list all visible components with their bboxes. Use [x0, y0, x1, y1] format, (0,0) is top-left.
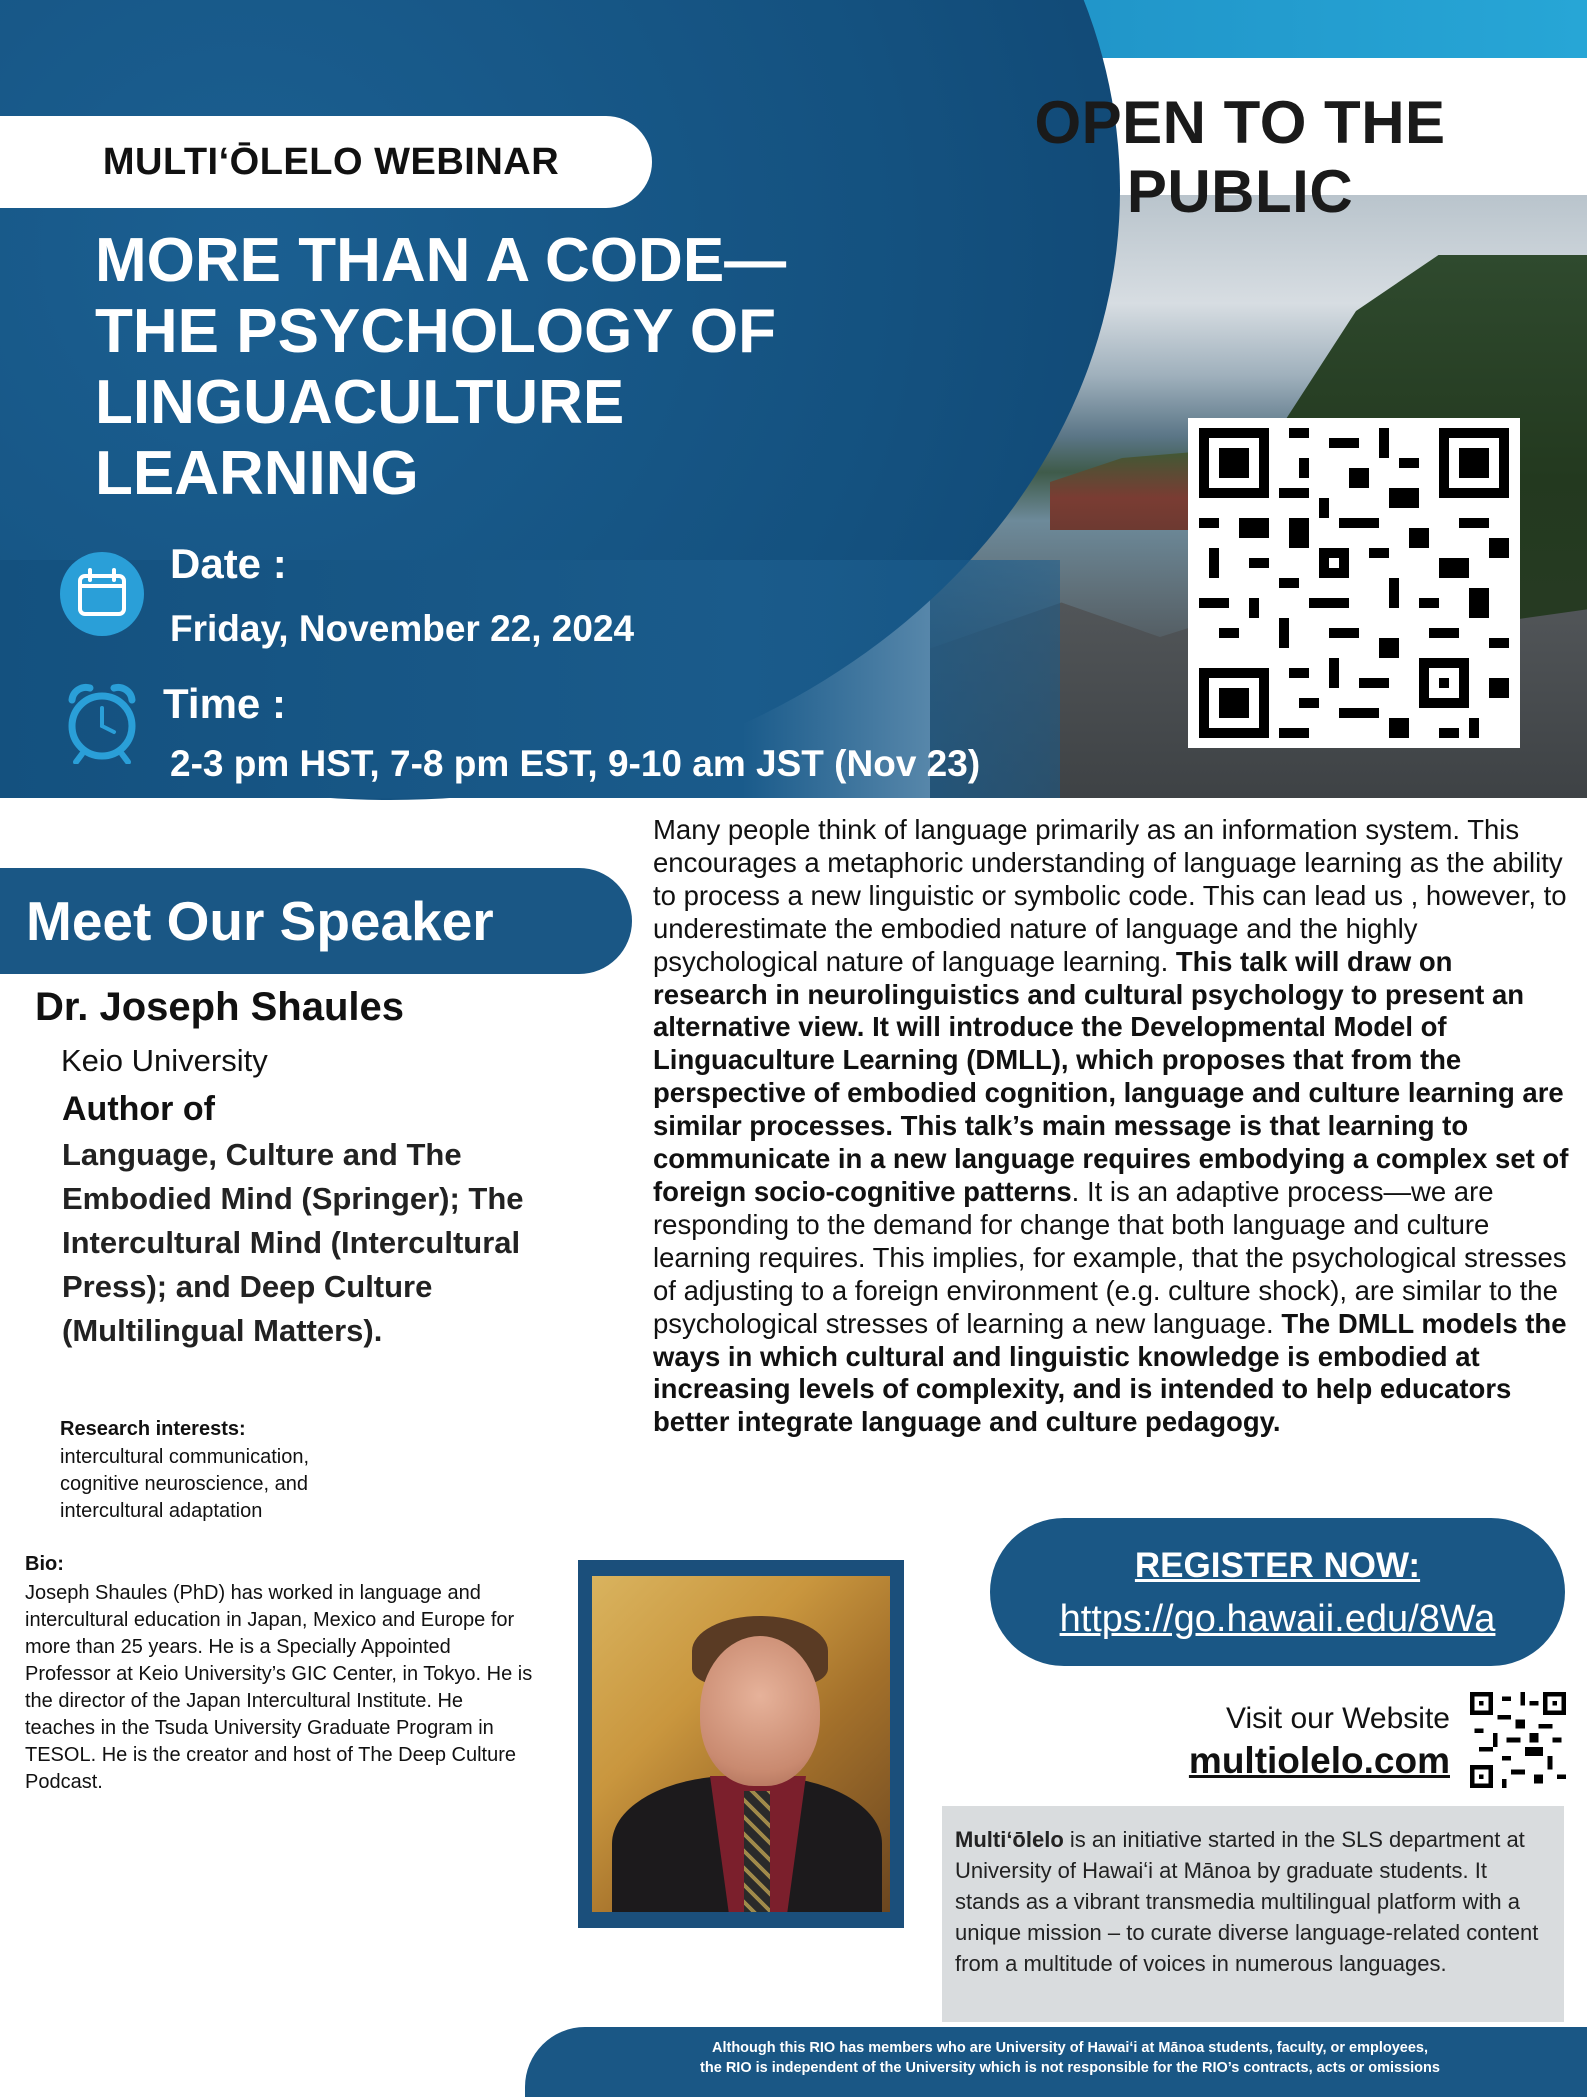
- research-interests-text: intercultural communication, cognitive neuroscience, and intercultural adaptation: [60, 1446, 309, 1522]
- abstract-text: . It is an adaptive process—we are responding to the demand for change that both language and culture learning requires. This implies, for example, that the psychological stresses of adjusting to a foreign environment (e.g. culture shock), are similar to the psychological stresses of learning a new language.: [653, 1175, 1567, 1339]
- date-label: Date :: [170, 540, 287, 587]
- disclaimer-line: Although this RIO has members who are University of Hawaiʻi at Mānoa students, faculty, or employees,: [711, 2040, 1429, 2056]
- webinar-series-label: MULTIʻŌLELO WEBINAR: [102, 140, 560, 183]
- title-line: MORE THAN A CODE—: [95, 226, 787, 295]
- abstract-text: Many people think of language primarily as an information system. This encourages a metaphoric understanding of language learning as the ability to process a new linguistic or symbolic code. This can lead us , however, to underestimate the embodied nature of language and the highly psychological nature of language learning.: [653, 814, 1567, 977]
- bio-label: Bio:: [25, 1553, 64, 1575]
- bio-text: Joseph Shaules (PhD) has worked in language and intercultural education in Japan, Mexico and Europe for more than 25 years. He is a Specially Appointed Professor at Keio University’s GIC Center, in Tokyo. He is the director of the Japan Intercultural Institute. He teaches in the Tsuda University Graduate Program in TESOL. He is the creator and host of The Deep Culture Podcast.: [25, 1582, 533, 1793]
- register-link[interactable]: https://go.hawaii.edu/8Wa: [1059, 1598, 1496, 1640]
- title-line: LINGUACULTURE: [95, 368, 625, 437]
- date-value: Friday, November 22, 2024: [170, 608, 635, 649]
- audience-heading: OPEN TO THE PUBLIC: [1034, 89, 1446, 225]
- disclaimer-line: the RIO is independent of the University which is not responsible for the RIO’s contracts, acts or omissions: [700, 2060, 1440, 2076]
- author-label: Author of: [62, 1090, 215, 1128]
- speaker-section-heading: Meet Our Speaker: [26, 890, 494, 952]
- website-link[interactable]: multiolelo.com: [1188, 1740, 1450, 1781]
- calendar-icon: [60, 552, 144, 636]
- speaker-name: Dr. Joseph Shaules: [35, 985, 405, 1029]
- org-name: Multiʻōlelo: [955, 1827, 1064, 1852]
- qr-code-icon[interactable]: [1470, 1692, 1566, 1788]
- about-text: [955, 1824, 1555, 1979]
- research-interests-label: Research interests:: [60, 1418, 246, 1440]
- book-list: Language, Culture and The Embodied Mind (Springer); The Intercultural Mind (Intercultural Press); and Deep Culture (Multilingual Matters).: [62, 1137, 524, 1348]
- footer-disclaimer: [620, 2038, 1520, 2078]
- website-label: Visit our Website: [1226, 1702, 1450, 1735]
- speaker-photo: [592, 1576, 890, 1912]
- title-line: THE PSYCHOLOGY OF: [95, 297, 776, 366]
- title-line: LEARNING: [95, 439, 419, 508]
- alarm-clock-icon: [60, 680, 144, 764]
- qr-code-icon[interactable]: [1188, 418, 1520, 748]
- webinar-title: [95, 225, 855, 509]
- section-heading-pill: [0, 868, 632, 974]
- time-label: Time :: [163, 680, 286, 727]
- talk-abstract: [653, 814, 1573, 1439]
- time-value: 2-3 pm HST, 7-8 pm EST, 9-10 am JST (Nov 23): [170, 743, 981, 784]
- webinar-series-pill: [0, 116, 652, 208]
- register-label: REGISTER NOW:: [1134, 1546, 1421, 1585]
- about-description: is an initiative started in the SLS department at University of Hawaiʻi at Mānoa by graduate students. It stands as a vibrant transmedia multilingual platform with a unique mission – to curate diverse language-related content from a multitude of voices in numerous languages.: [955, 1827, 1539, 1976]
- register-button[interactable]: [990, 1518, 1565, 1666]
- abstract-bold-text: This talk will draw on research in neurolinguistics and cultural psychology to present an alternative view. It will introduce the Developmental Model of Linguaculture Learning (DMLL), which proposes that from the perspective of embodied cognition, language and culture learning are similar processes. This talk’s main message is that learning to communicate in a new language requires embodying a complex set of foreign socio-cognitive patterns: [653, 945, 1569, 1207]
- speaker-affiliation: Keio University: [61, 1043, 268, 1078]
- abstract-bold-text: The DMLL models the ways in which cultural and linguistic knowledge is embodied at increasing levels of complexity, and is intended to help educators better integrate language and culture pedagogy.: [653, 1307, 1567, 1438]
